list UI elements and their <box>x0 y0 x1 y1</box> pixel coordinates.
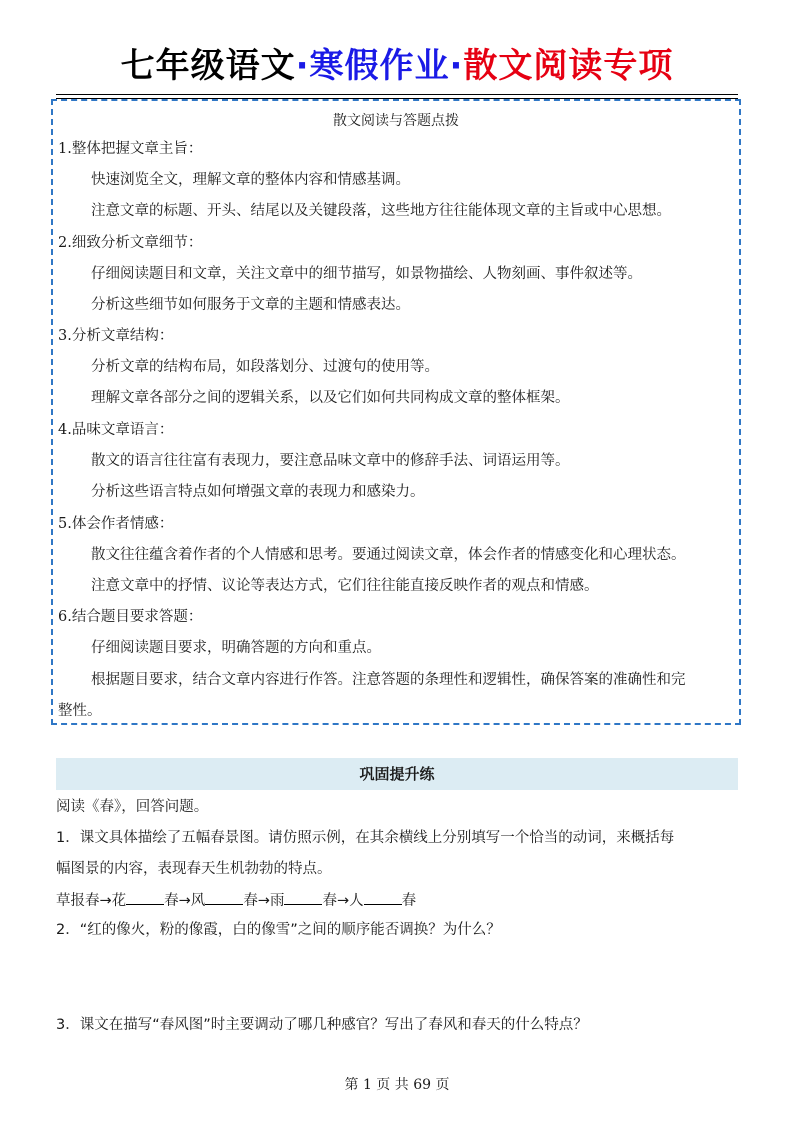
answer-blank[interactable] <box>284 890 322 905</box>
question-1-line-2: 幅图景的内容，表现春天生机勃勃的特点。 <box>56 861 332 877</box>
fill-segment: 春→风 <box>164 893 206 909</box>
title-topic: 散文阅读专项 <box>463 46 674 86</box>
title-grade: 七年级语文 <box>120 46 296 86</box>
tip-heading-5: 5.体会作者情感： <box>58 516 174 532</box>
question-1-fill-in <box>56 890 746 911</box>
tip-line: 分析文章的结构布局，如段落划分、过渡句的使用等。 <box>91 359 439 375</box>
section-title: 巩固提升练 <box>56 758 738 790</box>
reading-intro: 阅读《春》，回答问题。 <box>56 799 209 815</box>
answer-blank[interactable] <box>205 890 243 905</box>
question-2: 2．“红的像火，粉的像霞，白的像雪”之间的顺序能否调换？为什么？ <box>56 922 501 938</box>
page-number: 第 1 页 共 69 页 <box>344 1077 450 1093</box>
tip-heading-3: 3.分析文章结构： <box>58 328 174 344</box>
answer-blank[interactable] <box>364 890 402 905</box>
fill-segment: 草报春→花 <box>56 893 127 909</box>
answer-blank[interactable] <box>126 890 164 905</box>
question-1-line-1: 1．课文具体描绘了五幅春景图。请仿照示例，在其余横线上分别填写一个恰当的动词，来概括每 <box>56 830 675 846</box>
tip-line: 根据题目要求，结合文章内容进行作答。注意答题的条理性和逻辑性，确保答案的准确性和完 <box>91 672 686 688</box>
tip-line: 注意文章中的抒情、议论等表达方式，它们往往能直接反映作者的观点和情感。 <box>91 578 599 594</box>
tip-line: 快速浏览全文，理解文章的整体内容和情感基调。 <box>91 172 410 188</box>
question-3: 3．课文在描写“春风图”时主要调动了哪几种感官？写出了春风和春天的什么特点？ <box>56 1017 588 1033</box>
tip-heading-6: 6.结合题目要求答题： <box>58 609 203 625</box>
tip-line: 散文往往蕴含着作者的个人情感和思考。要通过阅读文章，体会作者的情感变化和心理状态。 <box>91 547 686 563</box>
fill-segment: 春 <box>401 893 417 909</box>
tips-box <box>51 99 741 725</box>
tips-heading: 散文阅读与答题点拨 <box>333 113 459 129</box>
tip-line: 分析这些语言特点如何增强文章的表现力和感染力。 <box>91 484 425 500</box>
fill-segment: 春→人 <box>322 893 364 909</box>
tip-heading-4: 4.品味文章语言： <box>58 422 174 438</box>
tip-line: 散文的语言往往富有表现力，要注意品味文章中的修辞手法、词语运用等。 <box>91 453 570 469</box>
title-homework: ·寒假作业· <box>295 46 464 86</box>
page-title <box>0 38 794 87</box>
tip-heading-1: 1.整体把握文章主旨： <box>58 141 203 157</box>
fill-segment: 春→雨 <box>243 893 285 909</box>
tip-line: 分析这些细节如何服务于文章的主题和情感表达。 <box>91 297 410 313</box>
tip-line: 仔细阅读题目要求，明确答题的方向和重点。 <box>91 640 381 656</box>
tip-line: 注意文章的标题、开头、结尾以及关键段落，这些地方往往能体现文章的主旨或中心思想。 <box>91 203 671 219</box>
tip-heading-2: 2.细致分析文章细节： <box>58 235 203 251</box>
tip-line: 理解文章各部分之间的逻辑关系，以及它们如何共同构成文章的整体框架。 <box>91 390 570 406</box>
tip-line: 仔细阅读题目和文章，关注文章中的细节描写，如景物描绘、人物刻画、事件叙述等。 <box>91 266 642 282</box>
tip-line: 整性。 <box>58 703 102 719</box>
